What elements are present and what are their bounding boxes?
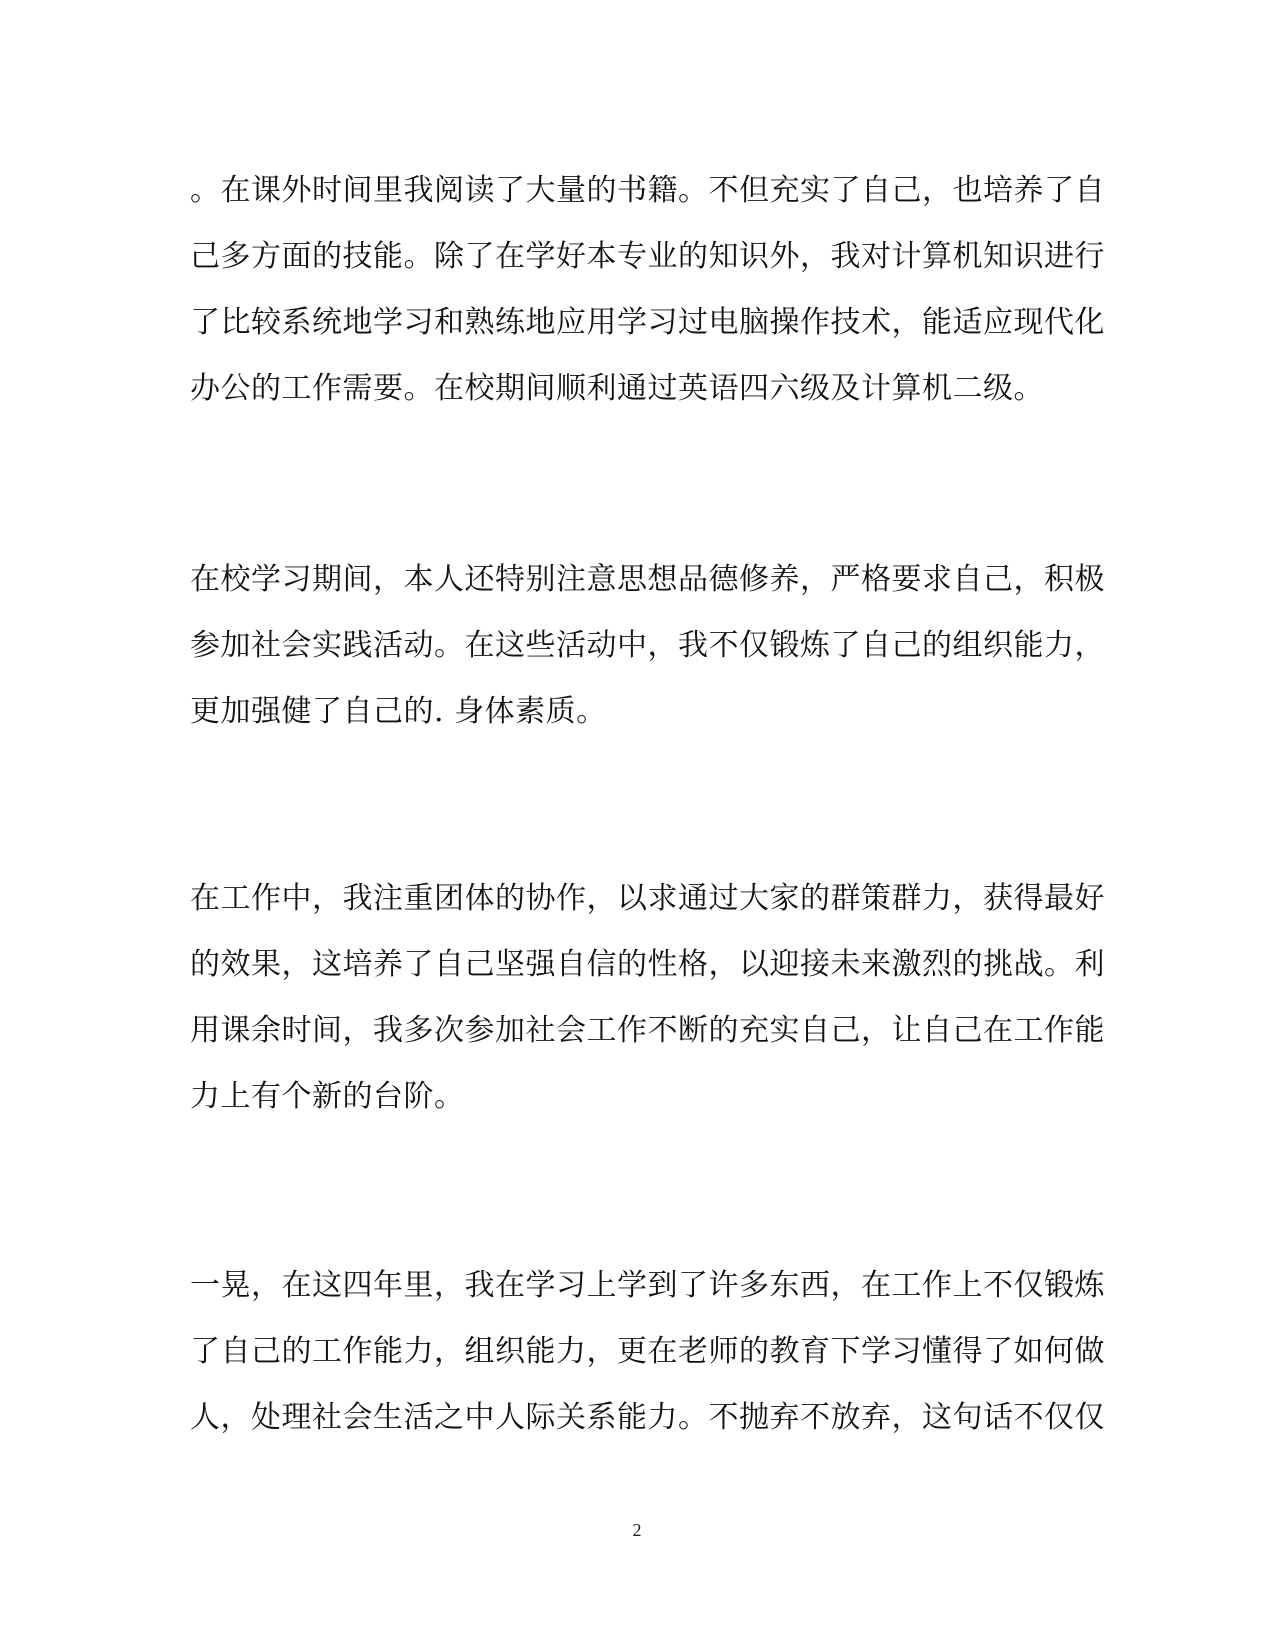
text-line: 用课余时间，我多次参加社会工作不断的充实自己，让自己在工作能 (190, 1013, 1105, 1048)
page-number: 2 (632, 1520, 642, 1540)
text-line: 在校学习期间，本人还特别注意思想品德修养，严格要求自己，积极 (190, 562, 1105, 597)
text-line: 一晃，在这四年里，我在学习上学到了许多东西，在工作上不仅锻炼 (190, 1268, 1105, 1303)
text-line: 。在课外时间里我阅读了大量的书籍。不但充实了自己，也培养了自 (190, 173, 1105, 208)
paragraph-work (190, 866, 1105, 1130)
text-line: 的效果，这培养了自己坚强自信的性格，以迎接未来激烈的挑战。利 (190, 947, 1105, 982)
text-line: 人，处理社会生活之中人际关系能力。不抛弃不放弃，这句话不仅仅 (190, 1400, 1105, 1435)
paragraph-summary (190, 1253, 1105, 1451)
text-line: 了比较系统地学习和熟练地应用学习过电脑操作技术，能适应现代化 (190, 305, 1105, 340)
text-line: 参加社会实践活动。在这些活动中，我不仅锻炼了自己的组织能力， (190, 628, 1105, 663)
text-line: 力上有个新的台阶。 (190, 1079, 465, 1114)
text-line: 了自己的工作能力，组织能力，更在老师的教育下学习懂得了如何做 (190, 1334, 1105, 1369)
paragraph-character (190, 547, 1105, 745)
paragraph-study (190, 158, 1105, 422)
text-line: 办公的工作需要。在校期间顺利通过英语四六级及计算机二级。 (190, 371, 1044, 406)
text-line: 更加强健了自己的. 身体素质。 (190, 694, 607, 729)
text-line: 在工作中，我注重团体的协作，以求通过大家的群策群力，获得最好 (190, 881, 1105, 916)
text-line: 己多方面的技能。除了在学好本专业的知识外，我对计算机知识进行 (190, 239, 1105, 274)
